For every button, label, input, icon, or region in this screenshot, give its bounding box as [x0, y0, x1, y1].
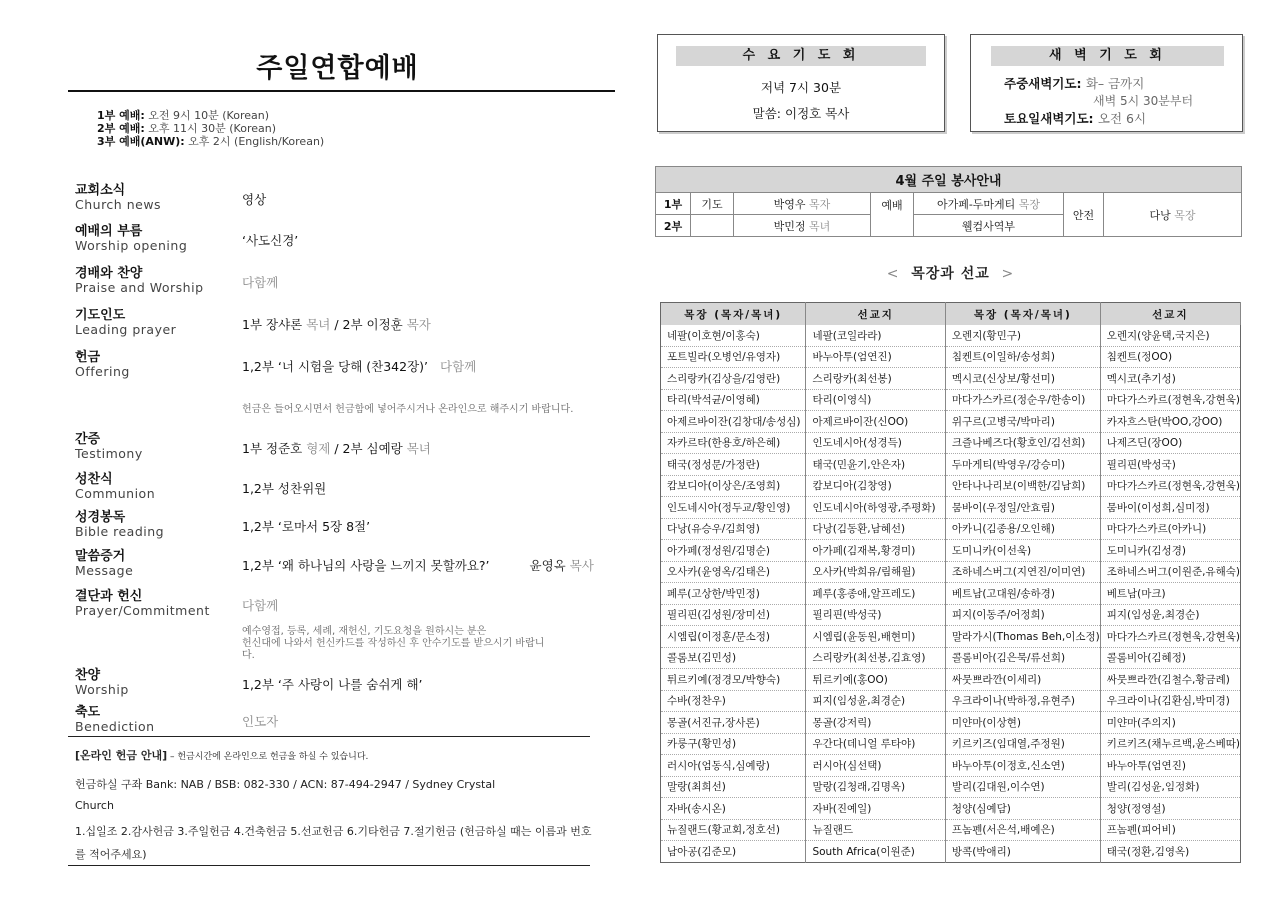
mission-cell: 오사카(윤영옥/김태은) [661, 561, 806, 583]
mission-cell: 마다가스카르(정순우/한송이) [945, 389, 1100, 411]
online-types-1: 1.십일조 2.감사헌금 3.주일헌금 4.건축헌금 5.선교헌금 6.기타헌금 7.절기헌금 (헌금하실 때는 이름과 번호 [75, 825, 592, 838]
mission-cell: 피지(임성윤,최경순) [806, 690, 945, 712]
mission-row [661, 497, 1241, 519]
duty-svc-1: 1부 [656, 193, 691, 215]
order-label-en: Testimony [75, 446, 143, 461]
mission-cell: 아카니(김종용/오인해) [945, 518, 1100, 540]
mission-row [661, 475, 1241, 497]
mission-cell: 싸뭇쁘라깐(김철수,황금례) [1100, 669, 1240, 691]
dawn-saturday: 토요일새벽기도: 오전 6시 [1004, 111, 1147, 126]
mission-cell: 몽골(서진규,장사론) [661, 712, 806, 734]
mission-cell: 다낭(유승우/김희영) [661, 518, 806, 540]
mission-cell: 나제즈딘(장OO) [1100, 432, 1240, 454]
order-label-ko: 경배와 찬양 [75, 266, 143, 281]
duty-title: 4월 주일 봉사안내 [656, 167, 1242, 193]
order-value: 1부 정준호 형제 / 2부 심예랑 목녀 [242, 441, 431, 456]
mission-cell: 발리(김대원,이수연) [945, 776, 1100, 798]
mission-cell: 우크라이나(김환심,박미경) [1100, 690, 1240, 712]
mission-cell: 필리핀(박성국) [1100, 454, 1240, 476]
mission-cell: 인도네시아(정두교/황인영) [661, 497, 806, 519]
mission-row [661, 776, 1241, 798]
mission-cell: 뭄바이(우정일/안효림) [945, 497, 1100, 519]
mission-cell: 스리랑카(최선봉,김효영) [806, 647, 945, 669]
mission-row [661, 518, 1241, 540]
mission-cell: 도미니카(김성경) [1100, 540, 1240, 562]
mission-cell: 필리핀(김성원/장미선) [661, 604, 806, 626]
duty-worship-1: 아가페-두마게티 목장 [914, 193, 1064, 215]
title-divider [68, 90, 615, 92]
mission-cell: 콜롬비아(김은묵/류선희) [945, 647, 1100, 669]
commitment-note-2: 헌신대에 나와서 헌신카드를 작성하신 후 안수기도를 받으시기 바랍니 [242, 638, 545, 649]
mission-cell: 말랑(최희선) [661, 776, 806, 798]
mission-row [661, 798, 1241, 820]
mission-cell: 피지(이동주/어정희) [945, 604, 1100, 626]
order-value: 1,2부 ‘너 시험을 당해 (찬342장)’ 다함께 [242, 359, 477, 374]
mission-cell: 마다가스카르(정현욱,강현욱) [1100, 475, 1240, 497]
mission-cell: 우크라이나(박하정,유현주) [945, 690, 1100, 712]
online-account-1: 헌금하실 구좌 Bank: NAB / BSB: 082-330 / ACN: 87-494-2947 / Sydney Crystal [75, 778, 496, 791]
wednesday-prayer-speaker: 말씀: 이정호 목사 [752, 106, 850, 121]
mission-cell: 남아공(김준모) [661, 841, 806, 863]
order-label-ko: 성찬식 [75, 472, 113, 487]
mission-cell: 바누아투(엄연진) [806, 346, 945, 368]
mission-row [661, 540, 1241, 562]
duty-svc-2: 2부 [656, 215, 691, 237]
mission-subtitle: < 목장과 선교 > [886, 266, 1015, 282]
order-label-en: Worship [75, 682, 129, 697]
duty-prayer-1: 박영우 목자 [734, 193, 871, 215]
order-label-en: Message [75, 563, 134, 578]
order-label-en: Church news [75, 197, 162, 212]
mission-cell: 인도네시아(성경득) [806, 432, 945, 454]
mission-cell: 오사카(박희유/림해월) [806, 561, 945, 583]
mission-cell: 튀르키예(홍OO) [806, 669, 945, 691]
mission-row [661, 841, 1241, 863]
mission-cell: 베트남(마크) [1100, 583, 1240, 605]
mission-cell: 아제르바이잔(신OO) [806, 411, 945, 433]
duty-role-worship: 예배 [871, 193, 914, 237]
dawn-weekday-time: 새벽 5시 30분부터 [1093, 94, 1194, 108]
order-value: 1부 장샤론 목녀 / 2부 이정훈 목자 [242, 317, 431, 332]
order-label-ko: 예배의 부름 [75, 224, 143, 239]
order-value: 영상 [242, 192, 267, 207]
mission-cell: 뉴질랜드(황교회,정호선) [661, 819, 806, 841]
order-label-en: Prayer/Commitment [75, 603, 210, 618]
mission-cell: 캄보디아(김창영) [806, 475, 945, 497]
mission-cell: 말라가시(Thomas Beh,이소정) [945, 626, 1100, 648]
order-value: 다함께 [242, 275, 279, 290]
mission-cell: 멕시코(신상보/황선미) [945, 368, 1100, 390]
mission-row [661, 690, 1241, 712]
mission-cell: 태국(정환,김영옥) [1100, 841, 1240, 863]
order-value: 인도자 [242, 714, 279, 729]
order-label-ko: 교회소식 [75, 183, 126, 198]
order-label-en: Worship opening [75, 238, 188, 253]
mission-cell: 아가페(김재복,황경미) [806, 540, 945, 562]
mission-row [661, 325, 1241, 346]
dawn-weekday-label: 주중새벽기도: 화– 금까지 [1004, 76, 1145, 91]
online-types-2: 를 적어주세요) [75, 848, 147, 861]
mission-cell: 카자흐스탄(박OO,강OO) [1100, 411, 1240, 433]
mission-cell: 안타나나리보(이백한/김남희) [945, 475, 1100, 497]
order-label-en: Praise and Worship [75, 280, 204, 295]
mission-row [661, 561, 1241, 583]
mission-cell: 말랑(김청래,김명옥) [806, 776, 945, 798]
mission-row [661, 604, 1241, 626]
order-value: 1,2부 성찬위원 [242, 481, 327, 496]
service-time-2: 2부 예배: 오후 11시 30분 (Korean) [97, 122, 276, 135]
duty-role-prayer-2 [691, 215, 734, 237]
mission-cell: 러시아(심선택) [806, 755, 945, 777]
mission-cell: 아가페(정성원/김명순) [661, 540, 806, 562]
mission-cell: 뉴질랜드 [806, 819, 945, 841]
mission-header-cell: 목장 (목자/목녀) [661, 303, 806, 326]
mission-table [660, 302, 1241, 863]
mission-cell: 베트남(고대원/송하경) [945, 583, 1100, 605]
mission-cell: 위구르(고병국/박마리) [945, 411, 1100, 433]
online-heading: [온라인 헌금 안내] – 헌금시간에 온라인으로 헌금을 하실 수 있습니다. [75, 749, 369, 762]
mission-row [661, 368, 1241, 390]
mission-cell: 네팔(코일라라) [806, 325, 945, 346]
mission-cell: 침켄트(정OO) [1100, 346, 1240, 368]
mission-cell: 시엠립(윤동원,배현미) [806, 626, 945, 648]
order-label-ko: 말씀증거 [75, 549, 126, 564]
mission-cell: 콜롬보(김민성) [661, 647, 806, 669]
mission-cell: 뭄바이(이성희,심미정) [1100, 497, 1240, 519]
mission-row [661, 411, 1241, 433]
mission-row [661, 432, 1241, 454]
mission-cell: 키르키즈(임대열,주정원) [945, 733, 1100, 755]
mission-cell: 마다가스카르(정현욱,강현욱) [1100, 389, 1240, 411]
mission-row [661, 626, 1241, 648]
duty-role-prayer: 기도 [691, 193, 734, 215]
page-title: 주일연합예배 [256, 53, 419, 84]
mission-cell: 자바(진예일) [806, 798, 945, 820]
order-label-en: Offering [75, 364, 130, 379]
mission-cell: 오렌지(양윤택,국지은) [1100, 325, 1240, 346]
order-label-ko: 간증 [75, 432, 101, 447]
order-label-ko: 헌금 [75, 350, 101, 365]
mission-header-cell: 목장 (목자/목녀) [945, 303, 1100, 326]
mission-cell: 자카르타(한용호/하은혜) [661, 432, 806, 454]
mission-row [661, 755, 1241, 777]
duty-safety: 다낭 목장 [1104, 193, 1242, 237]
commitment-note-1: 예수영접, 등록, 세례, 재헌신, 기도요청을 원하시는 분은 [242, 626, 487, 637]
mission-cell: 조하네스버그(이원준,유해숙) [1100, 561, 1240, 583]
mission-cell: 자바(송시온) [661, 798, 806, 820]
wednesday-prayer-time: 저녁 7시 30분 [760, 80, 842, 95]
mission-cell: 튀르키예(정경모/박향숙) [661, 669, 806, 691]
mission-cell: 아제르바이잔(김창대/송성심) [661, 411, 806, 433]
mission-cell: 마다가스카르(아카니) [1100, 518, 1240, 540]
mission-cell: 미얀마(주의지) [1100, 712, 1240, 734]
mission-cell: 스리랑카(최선봉) [806, 368, 945, 390]
order-label-ko: 축도 [75, 705, 101, 720]
order-label-en: Leading prayer [75, 322, 177, 337]
mission-row [661, 819, 1241, 841]
service-duty-table [655, 166, 1242, 237]
mission-cell: 발리(김성윤,임정화) [1100, 776, 1240, 798]
order-label-ko: 기도인도 [75, 308, 126, 323]
mission-cell: 싸뭇쁘라깐(이세리) [945, 669, 1100, 691]
mission-cell: 페루(고상한/박민정) [661, 583, 806, 605]
mission-cell: 청양(심예담) [945, 798, 1100, 820]
mission-cell: 몽골(강저릭) [806, 712, 945, 734]
order-value: 1,2부 ‘주 사랑이 나를 숨쉬게 해’ [242, 677, 423, 692]
mission-cell: 바누아투(엄연진) [1100, 755, 1240, 777]
mission-row [661, 647, 1241, 669]
online-account-2: Church [75, 799, 114, 812]
mission-row [661, 669, 1241, 691]
duty-worship-2: 웰컴사역부 [914, 215, 1064, 237]
offering-note: 헌금은 들어오시면서 헌금함에 넣어주시거나 온라인으로 해주시기 바랍니다. [242, 404, 574, 415]
mission-cell: 우간다(데니얼 루타야) [806, 733, 945, 755]
mission-row [661, 712, 1241, 734]
order-label-en: Benediction [75, 719, 155, 734]
mission-cell: 프놈펜(피어비) [1100, 819, 1240, 841]
mission-cell: 네팔(이호현/이홍숙) [661, 325, 806, 346]
mission-cell: 바누아투(이정호,신소연) [945, 755, 1100, 777]
mission-cell: 키르키즈(채누르백,윤스베따) [1100, 733, 1240, 755]
mission-cell: 시엠립(이정훈/문소정) [661, 626, 806, 648]
mission-cell: 러시아(엄동식,심예랑) [661, 755, 806, 777]
order-label-en: Bible reading [75, 524, 165, 539]
order-value: 1,2부 ‘로마서 5장 8절’ [242, 519, 371, 534]
mission-row [661, 346, 1241, 368]
order-label-ko: 결단과 헌신 [75, 589, 143, 604]
mission-cell: 포트빌라(오병언/유영자) [661, 346, 806, 368]
mission-cell: 페루(홍종애,알프레도) [806, 583, 945, 605]
mission-cell: 조하네스버그(지연진/이미연) [945, 561, 1100, 583]
mission-cell: 수바(정찬우) [661, 690, 806, 712]
mission-cell: 스리랑카(김상을/김영란) [661, 368, 806, 390]
mission-cell: 인도네시아(하영광,주평화) [806, 497, 945, 519]
mission-cell: 태국(민윤기,안은자) [806, 454, 945, 476]
dawn-prayer-title: 새 벽 기 도 회 [991, 46, 1224, 66]
mission-cell: 방콕(박애리) [945, 841, 1100, 863]
mission-cell: 필리핀(박성국) [806, 604, 945, 626]
order-label-ko: 찬양 [75, 668, 101, 683]
order-label-en: Communion [75, 486, 156, 501]
order-label-ko: 성경봉독 [75, 510, 126, 525]
mission-cell: 타리(박석균/이영혜) [661, 389, 806, 411]
mission-cell: 다낭(김동환,남혜선) [806, 518, 945, 540]
wednesday-prayer-title: 수 요 기 도 회 [676, 46, 926, 66]
mission-cell: 두마게티(박영우/강승미) [945, 454, 1100, 476]
duty-prayer-2: 박민정 목녀 [734, 215, 871, 237]
mission-row [661, 583, 1241, 605]
mission-cell: 미얀마(이상현) [945, 712, 1100, 734]
mission-cell: 침켄트(이일하/송성희) [945, 346, 1100, 368]
order-value: 1,2부 ‘왜 하나님의 사랑을 느끼지 못할까요?’ 윤영옥 목사 [242, 558, 594, 573]
mission-row [661, 454, 1241, 476]
mission-cell: South Africa(이원준) [806, 841, 945, 863]
mission-header-cell: 선교지 [1100, 303, 1240, 326]
service-time-1: 1부 예배: 오전 9시 10분 (Korean) [97, 109, 269, 122]
mission-cell: 멕시코(추기성) [1100, 368, 1240, 390]
mission-header-cell: 선교지 [806, 303, 945, 326]
mission-cell: 청양(정영설) [1100, 798, 1240, 820]
mission-row [661, 733, 1241, 755]
mission-cell: 도미니카(이선욱) [945, 540, 1100, 562]
mission-cell: 프놈펜(서은석,배예은) [945, 819, 1100, 841]
mission-row [661, 389, 1241, 411]
mission-cell: 크즐나베즈다(황호인/김선희) [945, 432, 1100, 454]
mission-cell: 카룽구(황민성) [661, 733, 806, 755]
mission-cell: 캄보디아(이상은/조영희) [661, 475, 806, 497]
commitment-note-3: 다. [242, 650, 255, 661]
mission-cell: 콜롬비아(김혜정) [1100, 647, 1240, 669]
mission-cell: 태국(정성문/가정란) [661, 454, 806, 476]
mission-cell: 마다가스카르(정현욱,강현욱) [1100, 626, 1240, 648]
order-value: 다함께 [242, 598, 279, 613]
service-time-3: 3부 예배(ANW): 오후 2시 (English/Korean) [97, 135, 325, 148]
mission-cell: 피지(임성윤,최경순) [1100, 604, 1240, 626]
duty-role-safety: 안전 [1064, 193, 1104, 237]
mission-cell: 오렌지(황민구) [945, 325, 1100, 346]
order-value: ‘사도신경’ [242, 233, 299, 248]
mission-cell: 타리(이영식) [806, 389, 945, 411]
